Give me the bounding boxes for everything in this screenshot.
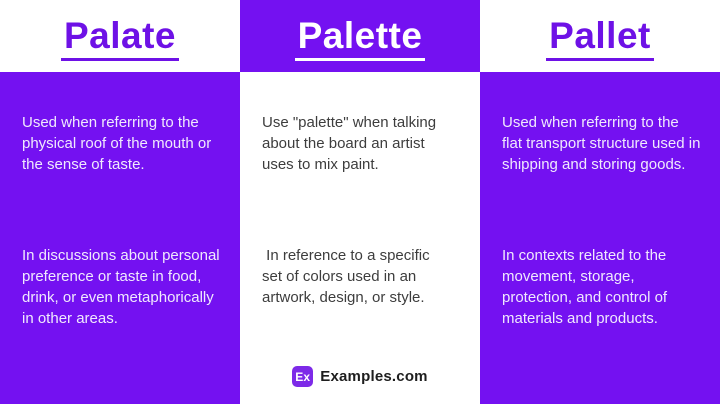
column-body-pallet xyxy=(480,72,720,404)
column-title-palate: Palate xyxy=(61,17,179,61)
column-title-palette: Palette xyxy=(295,17,426,61)
column-header-palette xyxy=(240,0,480,72)
column-body-palette xyxy=(240,72,480,404)
definition-paragraph: Use "palette" when talking about the board an artist uses to mix paint. xyxy=(262,114,441,173)
column-header-palate xyxy=(0,0,240,72)
definition-paragraph: In reference to a specific set of colors used in an artwork, design, or style. xyxy=(262,247,434,306)
column-palette xyxy=(240,0,480,404)
examples-logo-badge: Ex xyxy=(292,366,313,387)
definition-paragraph: In discussions about personal preference or taste in food, drink, or even metaphorically in other areas. xyxy=(22,247,224,327)
definition-paragraph: Used when referring to the physical roof of the mouth or the sense of taste. xyxy=(22,114,216,173)
column-palate xyxy=(0,0,240,404)
definition-paragraph: In contexts related to the movement, storage, protection, and control of materials and products. xyxy=(502,247,672,327)
examples-brand-name: Examples.com xyxy=(320,368,428,385)
column-title-pallet: Pallet xyxy=(546,17,654,61)
column-header-pallet xyxy=(480,0,720,72)
column-body-palate xyxy=(0,72,240,404)
column-pallet xyxy=(480,0,720,404)
definition-paragraph: Used when referring to the flat transport structure used in shipping and storing goods. xyxy=(502,114,705,173)
brand-footer xyxy=(240,366,480,387)
